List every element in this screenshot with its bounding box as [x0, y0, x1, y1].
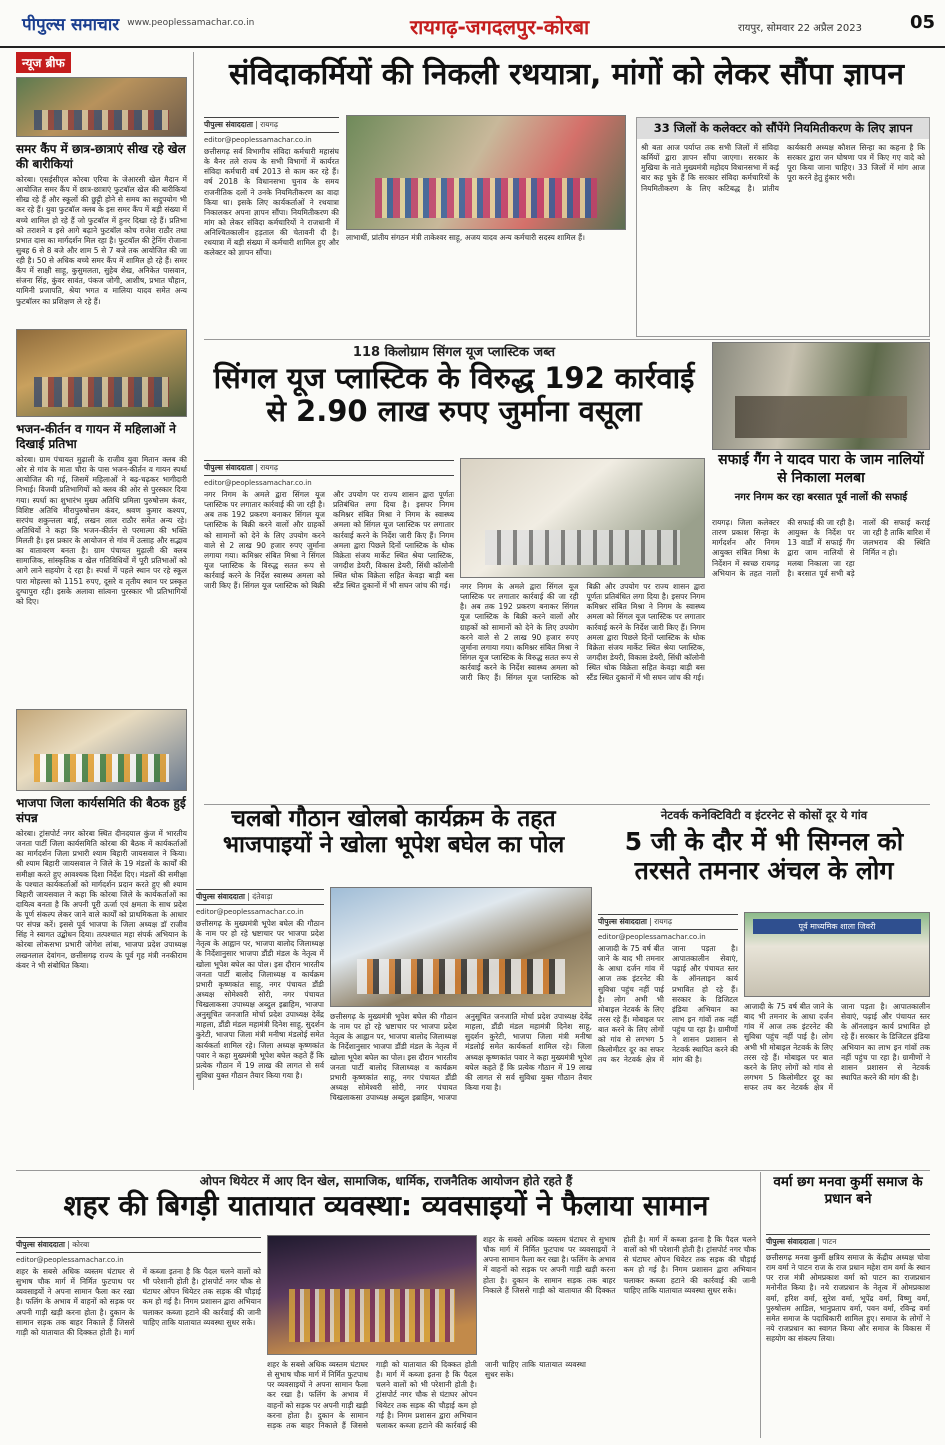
- brief-headline-3: भाजपा जिला कार्यसमिति की बैठक हुई संपन्न: [16, 796, 186, 825]
- drain-headline: सफाई गैंग ने यादव पारा के जाम नालियों से निकाला मलबा: [718, 452, 924, 486]
- network-body-cont: आजादी के 75 वर्ष बीत जाने के बाद भी तमनार के आधा दर्जन गांव में आज तक इंटरनेट की सुविधा पहुंच नहीं पाई है। लोग अभी भी मोबाइल नेटवर्क के लिए तरस रहे हैं। मोबाइल पर बात करने के लिए लोगों को गांव से लगभग 5 किलोमीटर दूर का सफर तय कर नेटवर्क क्षेत्र में जाना पड़ता है। आपातकालीन सेवाएं, पढ़ाई और पंचायत स्तर के ऑनलाइन कार्य प्रभावित हो रहे हैं। सरकार के डिजिटल इंडिया अभियान का लाभ इन गांवों तक नहीं पहुंच पा रहा है। ग्रामीणों ने शासन प्रशासन से नेटवर्क स्थापित करने की मांग की है।: [744, 1002, 930, 1092]
- collector-memo-body: श्री बता आज पर्याप्त तक सभी जिलों में संविदा कर्मियों द्वारा ज्ञापन सौंपा जाएगा। सरकार के मुखिया के नाते मुख्यमंत्री महोदय विधानसभा में कई बार कह चुके हैं कि सरकार संविदा कर्मचारियों के नियमितीकरण के लिए कटिबद्ध है। प्रांतीय कार्यकारी अध्यक्ष कौशल सिन्हा का कहना है कि सरकार द्वारा जन घोषणा पत्र में किए गए वादे को पूरा किया जाना चाहिए। 33 जिलों में मांग आज पूरा करने हेतु हुंकार भरी।: [641, 143, 925, 193]
- plastic-kicker: 118 किलोग्राम सिंगल यूज प्लास्टिक जब्त: [352, 345, 556, 360]
- kurmi-text-col: [766, 1232, 930, 1437]
- kurmi-body: छत्तीसगढ़ मनवा कुर्मी क्षत्रिय समाज के केंद्रीय अध्यक्ष चोवा राम वर्मा ने पाटन राज के राज प्रधान महेश राम वर्मा के स्थान पर राज मंत्री ओमप्रकाश वर्मा को पाटन का राजप्रधान मनोनीत किया है। नये राजप्रधान के नेतृत्व में ओमप्रकाश वर्मा, हरिश वर्मा, सुरेश वर्मा, भूपेंद्र वर्मा, विष्णु वर्मा, पुरुषोत्तम आडिल, भानुप्रताप वर्मा, पवन वर्मा, रविन्द्र वर्मा समेत समाज के पदाधिकारी शामिल हुए। समाज के लोगों ने नये राजप्रधान का स्वागत किया और समाज के विकास में सहयोग का संकल्प लिया।: [766, 1253, 930, 1343]
- traffic-headline-box: [16, 1190, 756, 1232]
- drain-photo: [712, 342, 930, 450]
- gauthan-body: छत्तीसगढ़ के मुख्यमंत्री भूपेश बघेल की गौठान के नाम पर हो रहे भ्रष्टाचार पर भाजपा प्रदेश नेतृत्व के आह्वान पर, भाजपा बालोद जिलाध्यक्ष के निर्देशानुसार भाजपा डौंडी मंडल के नेतृत्व में खोला भूपेश बघेल का पोल। इस दौरान भारतीय जनता पार्टी बालोद जिलाध्यक्ष व कार्यक्रम प्रभारी कृष्णकांत साहू, नगर पंचायत डौंडी अध्यक्ष सोमेश्वरी सोरी, नगर पंचायत चिखलाकसा उपाध्यक्ष अब्दुल इब्राहिम, भाजपा अनुसूचित जनजाति मोर्चा प्रदेश उपाध्यक्ष देवेंद्र माहला, डौंडी मंडल महामंत्री दिनेश साहू, सुदर्शन कुरेटी, भाजपा जिला मंत्री मनीषा मंडलोई समेत कार्यकर्ता शामिल रहे। जिला अध्यक्ष कृष्णकांत पवार ने कहा मुख्यमंत्री भूपेश बघेल कहते हैं कि प्रत्येक गौठान में 19 लाख की लागत से सर्व सुविधा युक्त गौठान तैयार किया गया है।: [196, 919, 324, 1080]
- plastic-email: editor@peoplessamachar.co.in: [204, 479, 312, 487]
- plastic-body-cont: नगर निगम के अमले द्वारा सिंगल यूज प्लास्टिक पर लगातार कार्रवाई की जा रही है। अब तक 192 प्रकरण बनाकर सिंगल यूज प्लास्टिक के बिक्री करने वालों और ग्राहकों को सामानों को देने के लिए उपयोग करने वाले से 2 लाख 90 हजार रुपए जुर्माना लगाया गया। कमिश्नर संबित मिश्रा ने सिंगल यूज प्लास्टिक के विरुद्ध सतत रूप से कार्रवाई करने के निर्देश स्वास्थ्य अमला को जारी किए हैं। सिंगल यूज प्लास्टिक को बिक्री और उपयोग पर राज्य शासन द्वारा पूर्णतः प्रतिबंधित लगा दिया है। इसपर निगम कमिश्नर संबित मिश्रा ने निगम के स्वास्थ्य अमला को सिंगल यूज प्लास्टिक पर लगातार कार्रवाई करने के निर्देश जारी किए हैं। निगम अमला द्वारा पिछले दिनों प्लास्टिक के थोक विक्रेता संजय मार्केट स्थित श्रेया प्लास्टिक, जगदीश डेयरी, विकास डेयरी, सिंधी कॉलोनी स्थित थोक विक्रेता सहित केवड़ा बाड़ी बस स्टैंड स्थित दुकानों में भी सघन जांच की गई।: [460, 582, 705, 683]
- collector-memo-headline: 33 जिलों के कलेक्टर को सौंपेंगे नियमितीकरण के लिए ज्ञापन: [637, 118, 929, 139]
- bhajan-photo: [16, 329, 187, 417]
- top-story-byline-col: [204, 115, 339, 335]
- network-kicker: नेटवर्क कनेक्टिविटी व इंटरनेट से कोसों दूर ये गांव: [660, 808, 868, 822]
- divider: [760, 1172, 761, 1438]
- summer-camp-photo: [16, 77, 187, 137]
- plastic-body: नगर निगम के अमले द्वारा सिंगल यूज प्लास्टिक पर लगातार कार्रवाई की जा रही है। अब तक 192 प्रकरण बनाकर सिंगल यूज प्लास्टिक के बिक्री करने वालों और ग्राहकों को सामानों को देने के लिए उपयोग करने वाले से 2 लाख 90 हजार रुपए जुर्माना लगाया गया। कमिश्नर संबित मिश्रा ने सिंगल यूज प्लास्टिक के विरुद्ध सतत रूप से कार्रवाई करने के निर्देश स्वास्थ्य अमला को जारी किए हैं। सिंगल यूज प्लास्टिक को बिक्री और उपयोग पर राज्य शासन द्वारा पूर्णतः प्रतिबंधित लगा दिया है। इसपर निगम कमिश्नर संबित मिश्रा ने निगम के स्वास्थ्य अमला को सिंगल यूज प्लास्टिक पर लगातार कार्रवाई करने के निर्देश जारी किए हैं। निगम अमला द्वारा पिछले दिनों प्लास्टिक के थोक विक्रेता संजय मार्केट स्थित श्रेया प्लास्टिक, जगदीश डेयरी, विकास डेयरी, सिंधी कॉलोनी स्थित थोक विक्रेता सहित केवड़ा बाड़ी बस स्टैंड स्थित दुकानों में भी सघन जांच की गई।: [204, 490, 454, 591]
- plastic-headline-box: [204, 362, 704, 454]
- traffic-body-cont: शहर के सबसे अधिक व्यस्तम घंटाघर से सुभाष चौक मार्ग में निर्मित फुटपाथ पर व्यवसाइयों ने अपना सामान फैला कर रखा है। फलिंग के अभाव में वाहनों को सड़क पर अपनी गाड़ी खड़ी करना होता है। दुकान के सामान सड़क तक बाहर निकाले हैं जिससे गाड़ी को यातायात की दिक्कत होती है। मार्ग में कब्जा इतना है कि पैदल चलने वालों को भी परेशानी होती है। ट्रांसपोर्ट नगर चौक से घंटाघर ओपन थियेटर तक सड़क की चौड़ाई कम हो गई है। निगम प्रशासन द्वारा अभियान चलाकर कब्जा हटाने की कार्रवाई की जानी चाहिए ताकि यातायात व्यवस्था सुधर सके।: [267, 1360, 586, 1430]
- newspaper-logo: पीपुल्स समाचार: [22, 14, 120, 35]
- issue-date: रायपुर, सोमवार 22 अप्रैल 2023: [738, 23, 862, 34]
- brief-headline-2: भजन-कीर्तन व गायन में महिलाओं ने दिखाई प्रतिभा: [16, 422, 176, 451]
- rally-photo: [346, 115, 626, 230]
- traffic-body: शहर के सबसे अधिक व्यस्तम घंटाघर से सुभाष चौक मार्ग में निर्मित फुटपाथ पर व्यवसाइयों ने अपना सामान फैला कर रखा है। फलिंग के अभाव में वाहनों को सड़क पर अपनी गाड़ी खड़ी करना होता है। दुकान के सामान सड़क तक बाहर निकाले हैं जिससे गाड़ी को यातायात की दिक्कत होती है। मार्ग में कब्जा इतना है कि पैदल चलने वालों को भी परेशानी होती है। ट्रांसपोर्ट नगर चौक से घंटाघर ओपन थियेटर तक सड़क की चौड़ाई कम हो गई है। निगम प्रशासन द्वारा अभियान चलाकर कब्जा हटाने की कार्रवाई की जानी चाहिए ताकि यातायात व्यवस्था सुधर सके।: [16, 1267, 261, 1337]
- gauthan-text-col: [196, 887, 324, 1167]
- news-brief-column: [16, 52, 194, 1090]
- gauthan-byline: पीपुल्स संवाददाता | दंतेवाड़ा: [196, 889, 324, 905]
- network-body: आजादी के 75 वर्ष बीत जाने के बाद भी तमनार के आधा दर्जन गांव में आज तक इंटरनेट की सुविधा पहुंच नहीं पाई है। लोग अभी भी मोबाइल नेटवर्क के लिए तरस रहे हैं। मोबाइल पर बात करने के लिए लोगों को गांव से लगभग 5 किलोमीटर दूर का सफर तय कर नेटवर्क क्षेत्र में जाना पड़ता है। आपातकालीन सेवाएं, पढ़ाई और पंचायत स्तर के ऑनलाइन कार्य प्रभावित हो रहे हैं। सरकार के डिजिटल इंडिया अभियान का लाभ इन गांवों तक नहीं पहुंच पा रहा है। ग्रामीणों ने शासन प्रशासन से नेटवर्क स्थापित करने की मांग की है।: [598, 944, 738, 1065]
- website-url: www.peoplessamachar.co.in: [127, 18, 255, 28]
- drain-body-box: [712, 518, 930, 758]
- kurmi-headline: वर्मा छग मनवा कुर्मी समाज के प्रधान बने: [773, 1174, 923, 1207]
- plastic-headline: सिंगल यूज प्लास्टिक के विरुद्ध 192 कार्रवाई से 2.90 लाख रुपए जुर्माना वसूला: [213, 361, 695, 429]
- section-title: रायगढ़-जगदलपुर-कोरबा: [410, 15, 590, 39]
- traffic-email: editor@peoplessamachar.co.in: [16, 1256, 124, 1264]
- network-text-col: [598, 912, 738, 1167]
- top-story-byline: पीपुल्स संवाददाता | रायगढ़: [204, 117, 339, 133]
- news-brief-label: न्यूज ब्रीफ: [16, 52, 71, 73]
- drain-subhead: नगर निगम कर रहा बरसात पूर्व नालों की सफाई: [734, 492, 908, 503]
- gauthan-photo: [330, 887, 592, 1007]
- market-photo: [267, 1235, 477, 1355]
- plastic-kicker-box: [204, 342, 704, 362]
- plastic-seizure-photo: [460, 458, 705, 578]
- traffic-body-right: [483, 1235, 756, 1435]
- traffic-body-right-text: शहर के सबसे अधिक व्यस्तम घंटाघर से सुभाष चौक मार्ग में निर्मित फुटपाथ पर व्यवसाइयों ने अपना सामान फैला कर रखा है। फलिंग के अभाव में वाहनों को सड़क पर अपनी गाड़ी खड़ी करना होता है। दुकान के सामान सड़क तक बाहर निकाले हैं जिससे गाड़ी को यातायात की दिक्कत होती है। मार्ग में कब्जा इतना है कि पैदल चलने वालों को भी परेशानी होती है। ट्रांसपोर्ट नगर चौक से घंटाघर ओपन थियेटर तक सड़क की चौड़ाई कम हो गई है। निगम प्रशासन द्वारा अभियान चलाकर कब्जा हटाने की कार्रवाई की जानी चाहिए ताकि यातायात व्यवस्था सुधर सके।: [483, 1235, 756, 1295]
- network-headline: 5 जी के दौर में भी सिग्नल को तरसते तमनार अंचल के लोग: [624, 827, 904, 885]
- network-body-cont-box: [744, 1002, 930, 1167]
- traffic-byline: पीपुल्स संवाददाता | कोरबा: [16, 1237, 261, 1253]
- gauthan-body-cont-box: [330, 1012, 592, 1167]
- brief-body-3: कोरबा। ट्रांसपोर्ट नगर कोरबा स्थित दीनदयाल कुंज में भारतीय जनता पार्टी जिला कार्यसमिति कोरबा की बैठक में कार्यकर्ताओं का मार्गदर्शन जिला प्रभारी श्याम बिहारी जायसवाल ने किया। श्री श्याम बिहारी जायसवाल ने जिले के 19 मंडलों के कार्यों की समीक्षा करते हुए आवश्यक दिशा निर्देश दिए। मंडलों की समीक्षा के पश्चात कार्यकर्ताओं को मार्गदर्शन प्रदान करते हुए श्री श्याम बिहारी जायसवाल ने कहा कि कोरबा जिले के कार्यकर्ताओं का दायित्व बनता है कि अपनी पूरी ऊर्जा एवं क्षमता के साथ प्रदेश के पूर्ण संकल्प लेकर जाने वाले कार्यों को प्राथमिकता के आधार पर संपन्न करें। इससे पूर्व भाजपा के जिला अध्यक्ष डॉ राजीव सिंह ने स्वागत उद्बोधन दिया। तत्पश्चात महा संपर्क अभियान के कोरबा लोकसभा प्रभारी जोगेश लांबा, भाजपा प्रदेश उपाध्यक्ष लखनलाल देवांगन, छत्तीसगढ़ राज्य के पूर्व गृह मंत्री ननकीराम कंवर ने भी संबोधित किया।: [16, 829, 187, 970]
- gauthan-headline: चलबो गौठान खोलबो कार्यक्रम के तहत भाजपाइयों ने खोला भूपेश बघेल का पोल: [222, 806, 565, 859]
- plastic-text-col: [204, 458, 454, 800]
- kurmi-byline: पीपुल्स संवाददाता | पाटन: [766, 1234, 930, 1250]
- traffic-body-cont-box: [267, 1360, 586, 1435]
- divider: [204, 339, 930, 340]
- divider: [16, 1170, 930, 1171]
- gauthan-headline-box: [196, 806, 591, 882]
- plastic-continued: [460, 582, 705, 800]
- collector-memo-box: [636, 117, 930, 337]
- traffic-text-col: [16, 1235, 261, 1435]
- brief-body-2: कोरबा। ग्राम पंचायत मुढ़ाली के राजीव युवा मितान क्लब की ओर से गांव के माता चौरा के पास भजन-कीर्तन व गायन स्पर्धा आयोजित की गई, जिसमें महिलाओं ने बढ़-चढ़कर भागीदारी निभाई। विजयी प्रतिभागियों को क्लब की ओर से पुरस्कार दिया गया। स्पर्धा का शुभारंभ मुख्य अतिथि प्रमिला पुरुषोत्तम कंवर, विशिष्ट अतिथि मीरापुरुषोत्तम कंवर, श्रवण कुमार कश्यप, सरपंच शकुन्तला बाई, लखन लाल राठौर समेत अन्य रहे। अतिथियों ने कहा कि भजन-कीर्तन से परमात्मा की भक्ति मिलती है। इस प्रकार के आयोजन से गांव में उत्साह और सद्भाव का वातावरण बनता है। ग्राम पंचायत मुढ़ाली की क्लब सामाजिक, सांस्कृतिक व खेल गतिविधियों में पूरी प्रतिभाओं को आगे लाने सहयोग दे रहा है। स्पर्धा में पहले स्थान पर रहे स्कूल पारा मोहल्ला को 1151 रुपए, दूसरे व तृतीय स्थान पर प्रस्कृत दुग्घापुरा रही। इसके अलावा सांत्वना पुरस्कार भी प्रतिभागियों को दिए।: [16, 455, 187, 606]
- top-story-headline-box: [204, 58, 929, 108]
- network-email: editor@peoplessamachar.co.in: [598, 933, 706, 941]
- traffic-kicker-box: [16, 1172, 756, 1190]
- gauthan-email: editor@peoplessamachar.co.in: [196, 908, 304, 916]
- school-sign: पूर्व माध्यमिक शाला जिवरी: [753, 919, 921, 934]
- bjp-meeting-photo: [16, 709, 187, 791]
- top-story-caption-area: [346, 233, 626, 333]
- drain-body: रायगढ़। जिला कलेक्टर तारण प्रकाश सिन्हा के मार्गदर्शन और निगम आयुक्त संबित मिश्रा के निर्देशन में स्वच्छ रायगढ़ अभियान के तहत नालों की सफाई की जा रही है। आयुक्त के निर्देश पर 13 वार्डों में सफाई गैंग द्वारा जाम नालियों से मलबा निकाला जा रहा है। बरसात पूर्व सभी बड़े नालों की सफाई कराई जा रही है ताकि बारिश में जलभराव की स्थिति निर्मित न हो।: [712, 518, 930, 578]
- top-story-caption: लाभार्थी, प्रांतीय संगठन मंत्री ताकेश्वर साहू, अजय यादव अन्य कर्मचारी सदस्य शामिल हैं।: [346, 233, 585, 242]
- divider: [204, 804, 930, 805]
- brief-body-1: कोरबा। एसईसीएल कोरबा एरिया के जेआरसी खेल मैदान में आयोजित समर कैंप में छात्र-छात्राएं फुटबॉल खेल की बारीकियां सीख रहे हैं और स्कूलों की छुट्टी होने से समय का सदुपयोग भी कर रहे हैं। युवा फुटबॉल क्लब के इस समर कैंप में बड़ी संख्या में बच्चे शामिल हो रहे हैं जो फुटबॉल में हुनर दिखा रहे हैं। प्रतिभा को तराशने व इसे आगे बढ़ाने फुटबॉल कोच राजेश राठौर तथा प्रभात दास का मार्गदर्शन मिल रहा है। फुटबॉल की ट्रेनिंग रोजाना सुबह 6 से 8 बजे और शाम 5 से 7 बजे तक आयोजित की जा रही है। 50 से अधिक बच्चे समर कैंप में शामिल हो रहे हैं। समर कैंप में साक्षी साहू, कुसुमलता, सुहेब शेख, अनिकेत पासवान, संजना सिंह, कुंवर सावंत, पंकज जोगी, आशीष, प्रभात चौहान, यामिनी प्रजापति, श्रेया भगत व मालिया यादव समेत अन्य फुटबॉलर का प्रशिक्षण ले रहे हैं।: [16, 175, 187, 306]
- network-byline: पीपुल्स संवाददाता | रायगढ़: [598, 914, 738, 930]
- brief-headline-1: समर कैंप में छात्र-छात्राएं सीख रहे खेल की बारीकियां: [16, 142, 186, 171]
- school-photo: [744, 912, 930, 997]
- top-story-body: छत्तीसगढ़ सर्व विभागीय संविदा कर्मचारी महासंघ के बैनर तले राज्य के सभी विभागों में कार्यरत संविदा कर्मचारी वर्ष 2013 से काम कर रहे हैं। वर्ष 2018 के विधानसभा चुनाव के समय राजनीतिक दलों ने उनके नियमितीकरण का वादा किया था। इसके लिए कार्यकर्ताओं ने रथयात्रा निकालकर अपना ज्ञापन सौंपा। नियमितीकरण की मांग को लेकर संविदा कर्मचारियों ने राजधानी में अनिश्चितकालीन हड़ताल की चेतावनी दी है। रथयात्रा में बड़ी संख्या में कर्मचारी शामिल हुए और कलेक्टर को ज्ञापन सौंपा।: [204, 147, 339, 258]
- network-headline-box: [598, 828, 930, 908]
- top-story-headline: संविदाकर्मियों की निकली रथयात्रा, मांगों को लेकर सौंपा ज्ञापन: [228, 57, 904, 92]
- plastic-byline: पीपुल्स संवाददाता | रायगढ़: [204, 460, 454, 476]
- page-number: 05: [909, 12, 935, 33]
- traffic-kicker: ओपन थियेटर में आए दिन खेल, सामाजिक, धार्मिक, राजनैतिक आयोजन होते रहते हैं: [199, 1174, 573, 1188]
- gauthan-body-cont: छत्तीसगढ़ के मुख्यमंत्री भूपेश बघेल की गौठान के नाम पर हो रहे भ्रष्टाचार पर भाजपा प्रदेश नेतृत्व के आह्वान पर, भाजपा बालोद जिलाध्यक्ष के निर्देशानुसार भाजपा डौंडी मंडल के नेतृत्व में खोला भूपेश बघेल का पोल। इस दौरान भारतीय जनता पार्टी बालोद जिलाध्यक्ष व कार्यक्रम प्रभारी कृष्णकांत साहू, नगर पंचायत डौंडी अध्यक्ष सोमेश्वरी सोरी, नगर पंचायत चिखलाकसा उपाध्यक्ष अब्दुल इब्राहिम, भाजपा अनुसूचित जनजाति मोर्चा प्रदेश उपाध्यक्ष देवेंद्र माहला, डौंडी मंडल महामंत्री दिनेश साहू, सुदर्शन कुरेटी, भाजपा जिला मंत्री मनीषा मंडलोई समेत कार्यकर्ता शामिल रहे। जिला अध्यक्ष कृष्णकांत पवार ने कहा मुख्यमंत्री भूपेश बघेल कहते हैं कि प्रत्येक गौठान में 19 लाख की लागत से सर्व सुविधा युक्त गौठान तैयार किया गया है।: [330, 1012, 592, 1102]
- drain-headline-box: [712, 452, 930, 512]
- traffic-headline: शहर की बिगड़ी यातायात व्यवस्था: व्यवसाइयों ने फैलाया सामान: [63, 1189, 709, 1222]
- kurmi-headline-box: [766, 1174, 930, 1230]
- network-kicker-box: [598, 808, 930, 826]
- top-story-email: editor@peoplessamachar.co.in: [204, 136, 312, 144]
